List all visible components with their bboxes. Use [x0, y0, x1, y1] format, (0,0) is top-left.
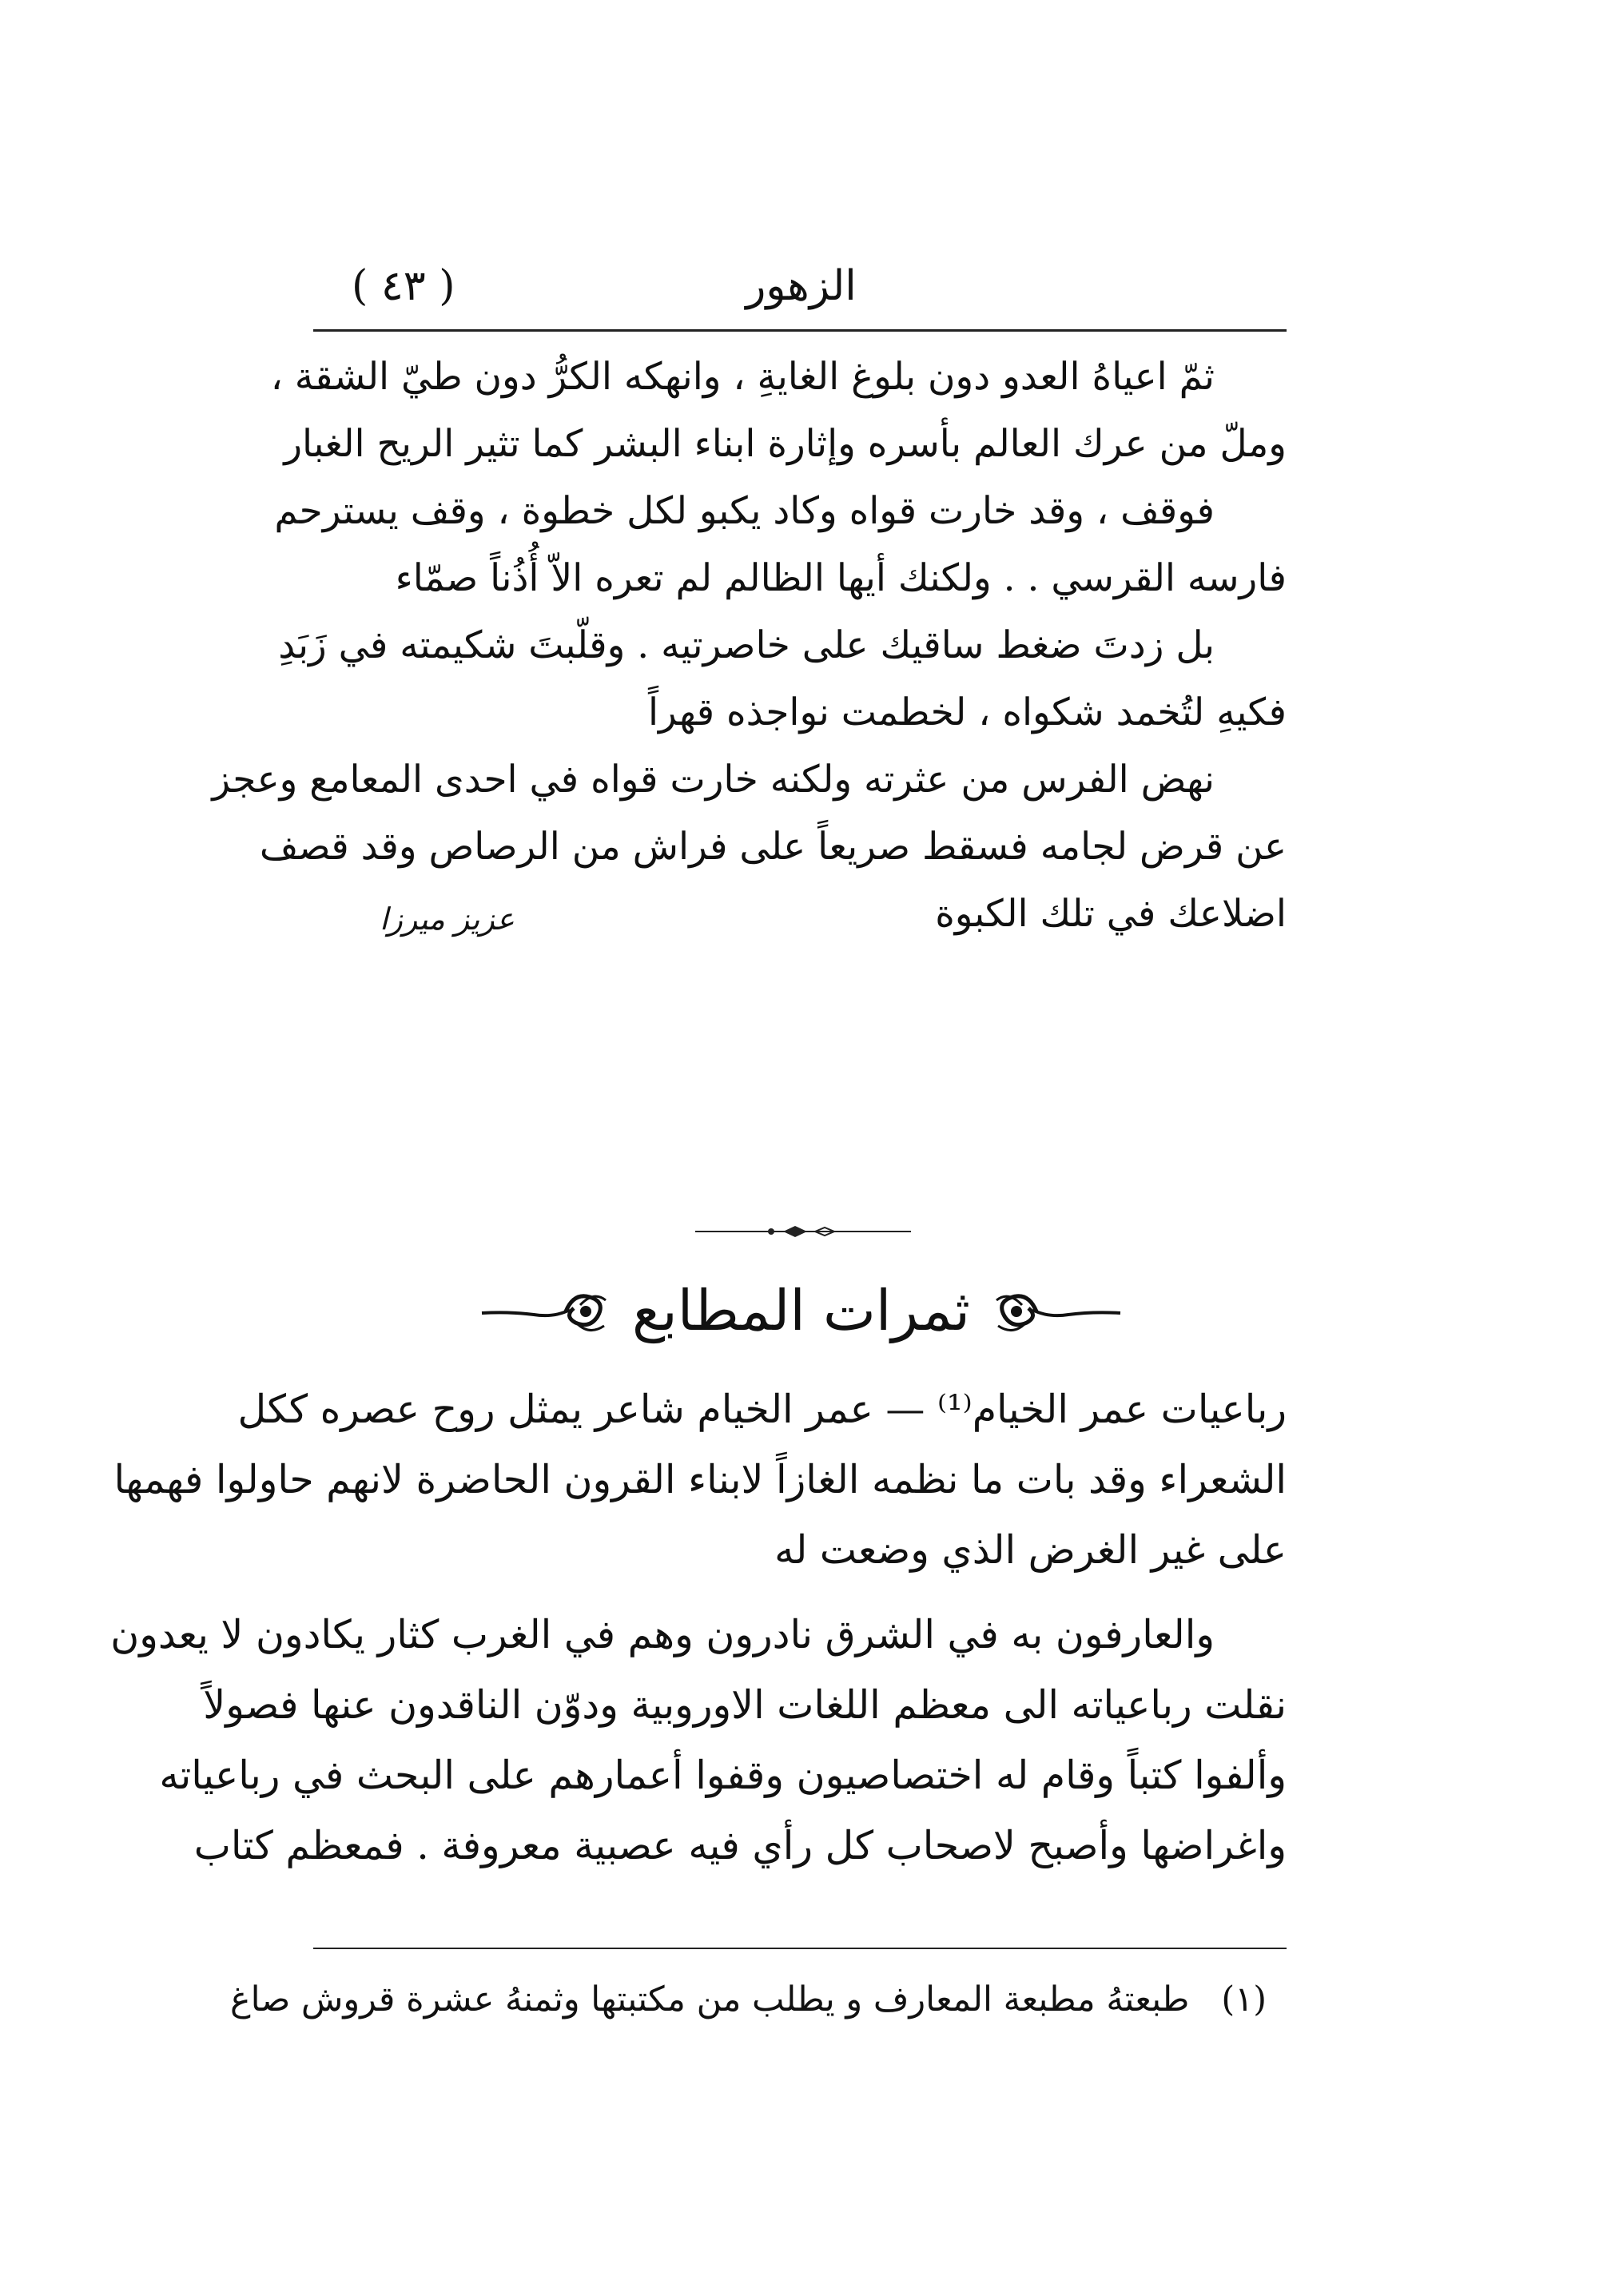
- review-line: الشعراء وقد بات ما نظمه الغازاً لابناء القرون الحاضرة لانهم حاولوا فهمها: [113, 1457, 1287, 1502]
- review-line: والعارفون به في الشرق نادرون وهم في الغرب كثار يكادون لا يعدون: [110, 1612, 1215, 1657]
- story-line: فكيهِ لتُخمد شكواه ، لخطمت نواجذه قهراً: [647, 690, 1287, 734]
- story-line: اضلاعك في تلك الكبوة: [935, 892, 1287, 936]
- flourish-left-icon: [478, 1283, 614, 1339]
- story-line: بل زدتَ ضغط ساقيك على خاصرتيه . وقلّبتَ شكيمته في زَبَدِ: [278, 623, 1215, 667]
- footnote-rule: [313, 1948, 1287, 1949]
- footnote-text: طبعتهُ مطبعة المعارف و يطلب من مكتبتها وثمنهُ عشرة قروش صاغ: [229, 1980, 1190, 2019]
- review-paragraph-1: [113, 1375, 1287, 1586]
- story-line: وملّ من عرك العالم بأسره وإثارة ابناء البشر كما تثير الريح الغبار: [284, 422, 1287, 466]
- journal-title: الزهور: [746, 262, 857, 310]
- review-paragraph-2: [110, 1600, 1287, 1881]
- footnote-marker: (١): [1221, 1980, 1267, 2019]
- divider-ornament-icon: [695, 1221, 911, 1242]
- story-text: [212, 344, 1287, 948]
- running-head: [316, 254, 1287, 318]
- section-heading: [316, 1259, 1287, 1363]
- story-line: نهض الفرس من عثرته ولكنه خارت قواه في احدى المعامع وعجز: [212, 758, 1215, 802]
- flourish-right-icon: [988, 1283, 1124, 1339]
- review-line: على غير الغرض الذي وضعت له: [774, 1527, 1287, 1573]
- story-final-line: [316, 881, 1287, 948]
- page-number: ( ٤٣ ): [352, 262, 455, 310]
- section-title: ثمرات المطابع: [632, 1278, 970, 1343]
- review-line: واغراضها وأصبح لاصحاب كل رأي فيه عصبية معروفة . فمعظم كتاب: [193, 1823, 1287, 1868]
- review-line: وألفوا كتباً وقام له اختصاصيون وقفوا أعمارهم على البحث في رباعياته: [159, 1753, 1287, 1798]
- review-line: نقلت رباعياته الى معظم اللغات الاوروبية ودوّن الناقدون عنها فصولاً: [203, 1682, 1287, 1728]
- footnote: [229, 1968, 1287, 2031]
- story-line: فارسه القرسي . . ولكنك أيها الظالم لم تعره الاّ أُذُناً صمّاء: [395, 556, 1287, 600]
- story-line: فوقف ، وقد خارت قواه وكاد يكبو لكل خطوة ، وقف يسترحم: [274, 489, 1215, 533]
- author-signature: عزيز ميرزا: [380, 901, 515, 937]
- header-rule: [313, 329, 1287, 332]
- story-line: ثمّ اعياهُ العدو دون بلوغ الغايةِ ، وانهكه الكرُّ دون طيّ الشقة ،: [270, 355, 1215, 399]
- story-line: عن قرض لجامه فسقط صريعاً على فراش من الرصاص وقد قصف: [259, 825, 1287, 869]
- review-line: رباعيات عمر الخيام⁽¹⁾ — عمر الخيام شاعر يمثل روح عصره ككل: [237, 1387, 1287, 1432]
